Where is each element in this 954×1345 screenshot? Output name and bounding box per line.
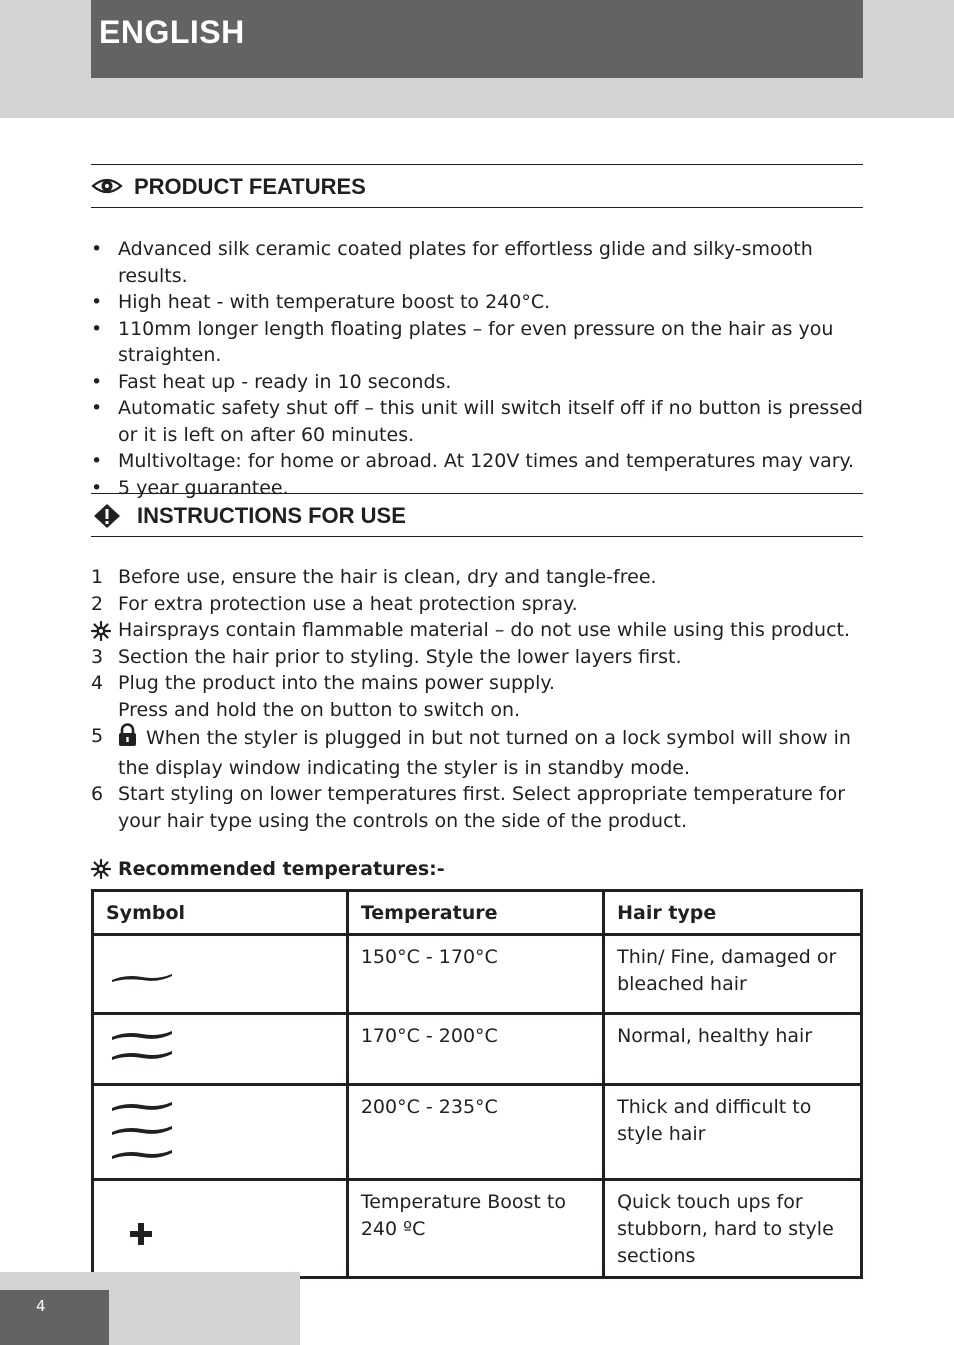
step-item: 1 Before use, ensure the hair is clean, dry and tangle-free. [91,566,657,588]
step-item: 2 For extra protection use a heat protection spray. [91,592,578,615]
heat-wave-2-icon [106,1023,176,1069]
features-list [91,236,863,501]
warning-diamond-icon [91,503,123,533]
table-cell: Thin/ Fine, damaged or bleached hair [604,935,862,1014]
heat-wave-1-icon [106,944,176,998]
plus-icon [106,1189,176,1259]
step-item: 5 When the styler is plugged in but not turned on a lock symbol will show in the display window indicating the styler is in standby mode. [91,725,851,779]
step-item: 6 Start styling on lower temperatures first. Select appropriate temperature for your hair type using the controls on the side of the product. [91,783,846,832]
eye-icon [91,176,123,200]
language-banner [91,0,863,78]
heat-wave-3-icon [106,1094,176,1164]
table-row [93,1014,862,1085]
list-item: • Fast heat up - ready in 10 seconds. [91,370,452,393]
column-header: Hair type [604,891,862,935]
list-item: • 5 year guarantee. [91,476,289,499]
step-item: 3 Section the hair prior to styling. Style the lower layers first. [91,645,682,668]
product-features-title: PRODUCT FEATURES [134,174,366,199]
table-row [93,1180,862,1278]
product-features-header [91,164,863,208]
table-cell: 150°C - 170°C [347,935,603,1014]
table-cell: Quick touch ups for stubborn, hard to style sections [604,1180,862,1278]
instructions-title: INSTRUCTIONS FOR USE [137,503,406,528]
list-item: • High heat - with temperature boost to 240°C. [91,291,551,313]
table-cell: 170°C - 200°C [347,1014,603,1085]
table-cell: Temperature Boost to 240 ºC [347,1180,603,1278]
table-cell: Thick and difficult to style hair [604,1085,862,1180]
instructions-list [91,564,863,834]
table-row [93,935,862,1014]
page-number-box [0,1290,109,1345]
star-icon [91,859,111,886]
list-item: • Automatic safety shut off – this unit will switch itself off if no button is pressed or it is left on after 60 minutes. [91,397,863,446]
step-item: Hairsprays contain flammable material – do not use while using this product. [91,617,863,644]
column-header: Temperature [347,891,603,935]
step-item: 4 Plug the product into the mains power supply. Press and hold the on button to switch on. [91,672,555,721]
page-number: 4 [36,1297,46,1315]
table-row [93,1085,862,1180]
table-cell: Normal, healthy hair [604,1014,862,1085]
instructions-header [91,493,863,537]
language-title: ENGLISH [99,14,245,50]
lock-icon [118,723,137,755]
table-cell: 200°C - 235°C [347,1085,603,1180]
list-item: • Advanced silk ceramic coated plates for effortless glide and silky-smooth results. [91,238,813,287]
column-header: Symbol [93,891,348,935]
list-item: • Multivoltage: for home or abroad. At 120V times and temperatures may vary. [91,450,855,472]
table-header-row [93,891,862,935]
temperature-table [91,889,863,1279]
list-item: • 110mm longer length floating plates – for even pressure on the hair as you straighten. [91,317,834,366]
